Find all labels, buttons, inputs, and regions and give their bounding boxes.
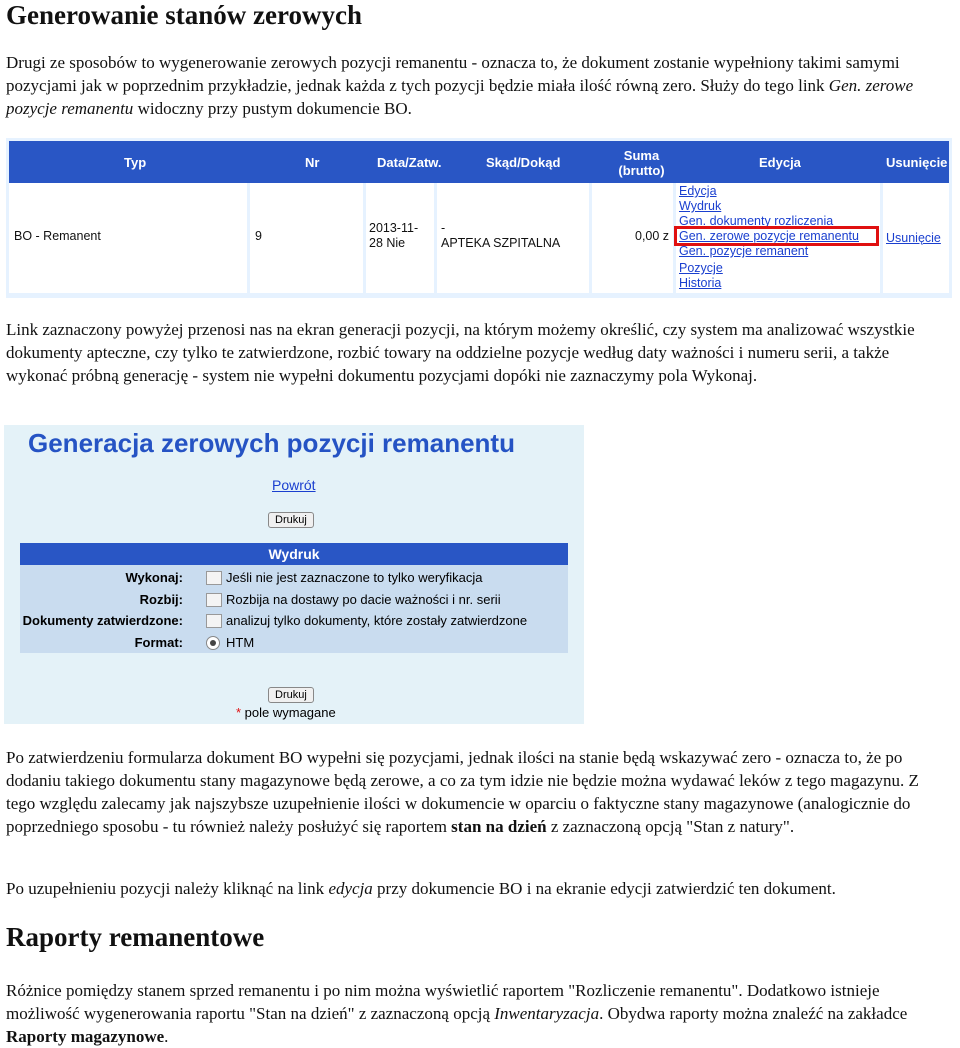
report-name: stan na dzień bbox=[451, 817, 547, 836]
label-format: Format: bbox=[134, 635, 183, 650]
required-note bbox=[236, 705, 336, 720]
link-pozycje[interactable]: Pozycje bbox=[679, 261, 723, 275]
option-name: Inwentaryzacja bbox=[494, 1004, 600, 1023]
paragraph bbox=[6, 877, 951, 900]
row-nr: 9 bbox=[255, 229, 262, 243]
option-rozbij: Rozbija na dostawy po dacie ważności i nr. serii bbox=[226, 592, 501, 607]
table-row bbox=[9, 183, 949, 293]
row-skad-2: APTEKA SZPITALNA bbox=[441, 236, 561, 250]
label-rozbij: Rozbij: bbox=[139, 592, 183, 607]
option-htm: HTM bbox=[226, 635, 255, 650]
link-gen-zerowe-pozycje[interactable]: Gen. zerowe pozycje remanentu bbox=[679, 229, 859, 243]
print-form bbox=[20, 543, 568, 653]
text: Różnice pomiędzy stanem sprzed remanentu i po nim można wyświetlić raportem "Rozliczenie remanentu". Dodatkowo istnieje możliwość wygenerowania raportu "Stan na dzień" z zaznaczoną opcją bbox=[6, 981, 880, 1023]
row-typ: BO - Remanent bbox=[14, 229, 101, 243]
highlight-box bbox=[674, 226, 879, 246]
paragraph bbox=[6, 979, 951, 1048]
col-skad: Skąd/Dokąd bbox=[486, 155, 561, 170]
required-text: pole wymagane bbox=[241, 705, 336, 720]
link-wydruk[interactable]: Wydruk bbox=[679, 199, 722, 213]
text: widoczny przy pustym dokumencie BO. bbox=[133, 99, 412, 118]
section-heading: Raporty remanentowe bbox=[6, 922, 265, 952]
col-data: Data/Zatw. bbox=[377, 155, 442, 170]
row-date-2: 28 Nie bbox=[369, 236, 406, 250]
row-suma: 0,00 z bbox=[635, 229, 670, 243]
option-wykonaj: Jeśli nie jest zaznaczone to tylko weryfikacja bbox=[226, 570, 483, 585]
text: Drugi ze sposobów to wygenerowanie zerowych pozycji remanentu - oznacza to, że dokument zostanie wypełniony takimi samymi pozycjami jak w poprzednim przykładzie, jednak każda z tych pozycji będzie miała ilość równą zero. Służy do tego link bbox=[6, 53, 900, 95]
link-name: edycja bbox=[328, 879, 373, 898]
tab-name: Raporty magazynowe bbox=[6, 1027, 165, 1046]
col-suma: Suma (brutto) bbox=[618, 148, 665, 178]
checkbox-wykonaj[interactable] bbox=[206, 571, 222, 585]
link-edycja[interactable]: Edycja bbox=[679, 184, 717, 198]
text: Po zatwierdzeniu formularza dokument BO wypełni się pozycjami, jednak ilości na stanie będą wskazywać zero - oznacza to, że po dodaniu takiego dokumentu stany magazynowe będą zerowe, a co za tym idzie nie będzie można wydawać leków z tego magazynu. Z tego względu zalecamy jak najszybsze uzupełnienie ilości w dokumencie w oparciu o faktyczne stany magazynowe (analogicznie do poprzedniego sposobu - tu również należy posłużyć się raportem bbox=[6, 748, 919, 836]
link-historia[interactable]: Historia bbox=[679, 276, 722, 290]
section-heading: Generowanie stanów zerowych bbox=[6, 0, 362, 30]
link-gen-dokumenty-rozliczenia[interactable]: Gen. dokumenty rozliczenia bbox=[679, 214, 834, 228]
paragraph bbox=[6, 746, 951, 838]
link-gen-pozycje[interactable]: Gen. pozycje remanent bbox=[679, 244, 809, 258]
table-header bbox=[9, 141, 949, 183]
link-name: Gen. zerowe pozycje remanentu bbox=[6, 76, 914, 118]
back-link[interactable]: Powrót bbox=[272, 477, 316, 493]
link-usuniecie[interactable]: Usunięcie bbox=[886, 231, 941, 245]
radio-htm[interactable] bbox=[206, 636, 220, 650]
text: Po uzupełnieniu pozycji należy kliknąć na link bbox=[6, 879, 329, 898]
generation-form-screenshot bbox=[4, 425, 584, 724]
checkbox-rozbij[interactable] bbox=[206, 593, 222, 607]
text: . bbox=[164, 1027, 169, 1046]
col-edycja: Edycja bbox=[759, 155, 801, 170]
row-date: 2013-11- bbox=[369, 221, 419, 235]
text: . Obydwa raporty można znaleźć na zakładce bbox=[599, 1004, 908, 1023]
print-button-2[interactable]: Drukuj bbox=[268, 687, 314, 703]
intro-paragraph bbox=[6, 51, 951, 120]
label-dokumenty: Dokumenty zatwierdzone: bbox=[22, 613, 183, 628]
col-usuniecie: Usunięcie bbox=[886, 155, 948, 170]
col-nr: Nr bbox=[305, 155, 320, 170]
text: z zaznaczoną opcją "Stan z natury". bbox=[546, 817, 795, 836]
option-dokumenty: analizuj tylko dokumenty, które zostały zatwierdzone bbox=[226, 613, 528, 628]
row-skad: - bbox=[441, 221, 446, 235]
label-wykonaj: Wykonaj: bbox=[125, 570, 183, 585]
document-list-screenshot bbox=[6, 138, 952, 298]
form-header: Wydruk bbox=[20, 543, 568, 565]
required-star: * bbox=[236, 705, 242, 720]
text: przy dokumencie BO i na ekranie edycji zatwierdzić ten dokument. bbox=[372, 879, 836, 898]
col-typ: Typ bbox=[124, 155, 147, 170]
print-button[interactable]: Drukuj bbox=[268, 512, 314, 528]
checkbox-dokumenty[interactable] bbox=[206, 614, 222, 628]
form-title: Generacja zerowych pozycji remanentu bbox=[28, 428, 515, 458]
paragraph: Link zaznaczony powyżej przenosi nas na ekran generacji pozycji, na którym możemy określić, czy system ma analizować wszystkie dokumenty apteczne, czy tylko te zatwierdzone, rozbić towary na oddzielne pozycje według daty ważności i numeru serii, a także wykonać próbną generację - system nie wypełni dokumentu pozycjami dopóki nie zaznaczymy pola Wykonaj. bbox=[6, 320, 915, 385]
